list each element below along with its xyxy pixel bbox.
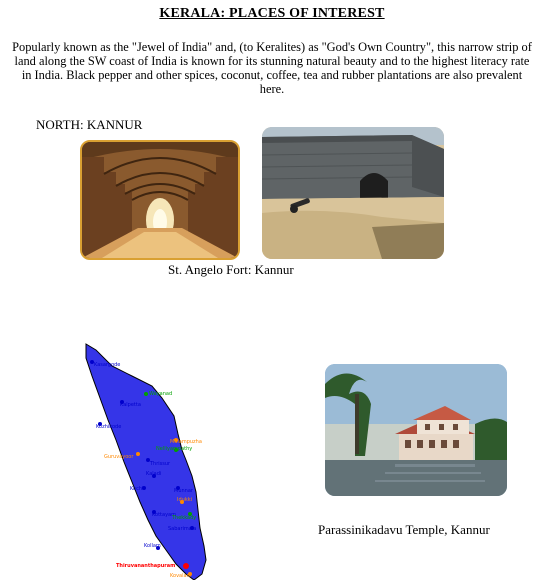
svg-text:Wayanad: Wayanad	[149, 391, 173, 397]
svg-text:Malampuzha: Malampuzha	[170, 439, 202, 445]
svg-text:Thrissur: Thrissur	[150, 461, 171, 467]
svg-text:Kottayam: Kottayam	[152, 512, 176, 518]
parassinikadavu-temple-photo	[325, 364, 507, 496]
fort-caption: St. Angelo Fort: Kannur	[168, 262, 294, 277]
svg-text:Kovalam: Kovalam	[170, 573, 192, 579]
intro-paragraph: Popularly known as the "Jewel of India" and, (to Keralites) as "God's Own Country", this narrow strip of land along the SW coast of India is known for its stunning natural beauty and to the highest literacy rate in India. Black pepper and other spices, coconut, coffee, tea and rubber plantations are also prevalent here.	[12, 40, 532, 96]
svg-text:Thekkady: Thekkady	[172, 515, 197, 521]
st-angelo-fort-photo	[262, 127, 444, 259]
svg-text:Kollam: Kollam	[144, 543, 161, 549]
svg-text:Kaladi: Kaladi	[146, 471, 162, 477]
section-label-north: NORTH: KANNUR	[36, 117, 143, 132]
svg-text:Thiruvananthapuram: Thiruvananthapuram	[116, 563, 176, 569]
svg-text:Kochi: Kochi	[130, 486, 144, 492]
temple-caption: Parassinikadavu Temple, Kannur	[318, 522, 490, 537]
svg-text:Kalpetta: Kalpetta	[120, 402, 141, 408]
kerala-map	[82, 342, 212, 580]
fort-corridor-photo	[80, 140, 240, 260]
svg-text:Munnar: Munnar	[174, 488, 193, 494]
svg-text:Nelliyampathy: Nelliyampathy	[156, 446, 193, 452]
svg-text:Idukki: Idukki	[177, 497, 192, 503]
svg-text:Kasargode: Kasargode	[94, 362, 121, 368]
svg-text:Guruvayoor: Guruvayoor	[104, 454, 134, 460]
page-title: KERALA: PLACES OF INTEREST	[159, 6, 385, 21]
svg-text:Kozhikode: Kozhikode	[96, 424, 122, 430]
svg-text:Sabarimala: Sabarimala	[168, 526, 197, 532]
